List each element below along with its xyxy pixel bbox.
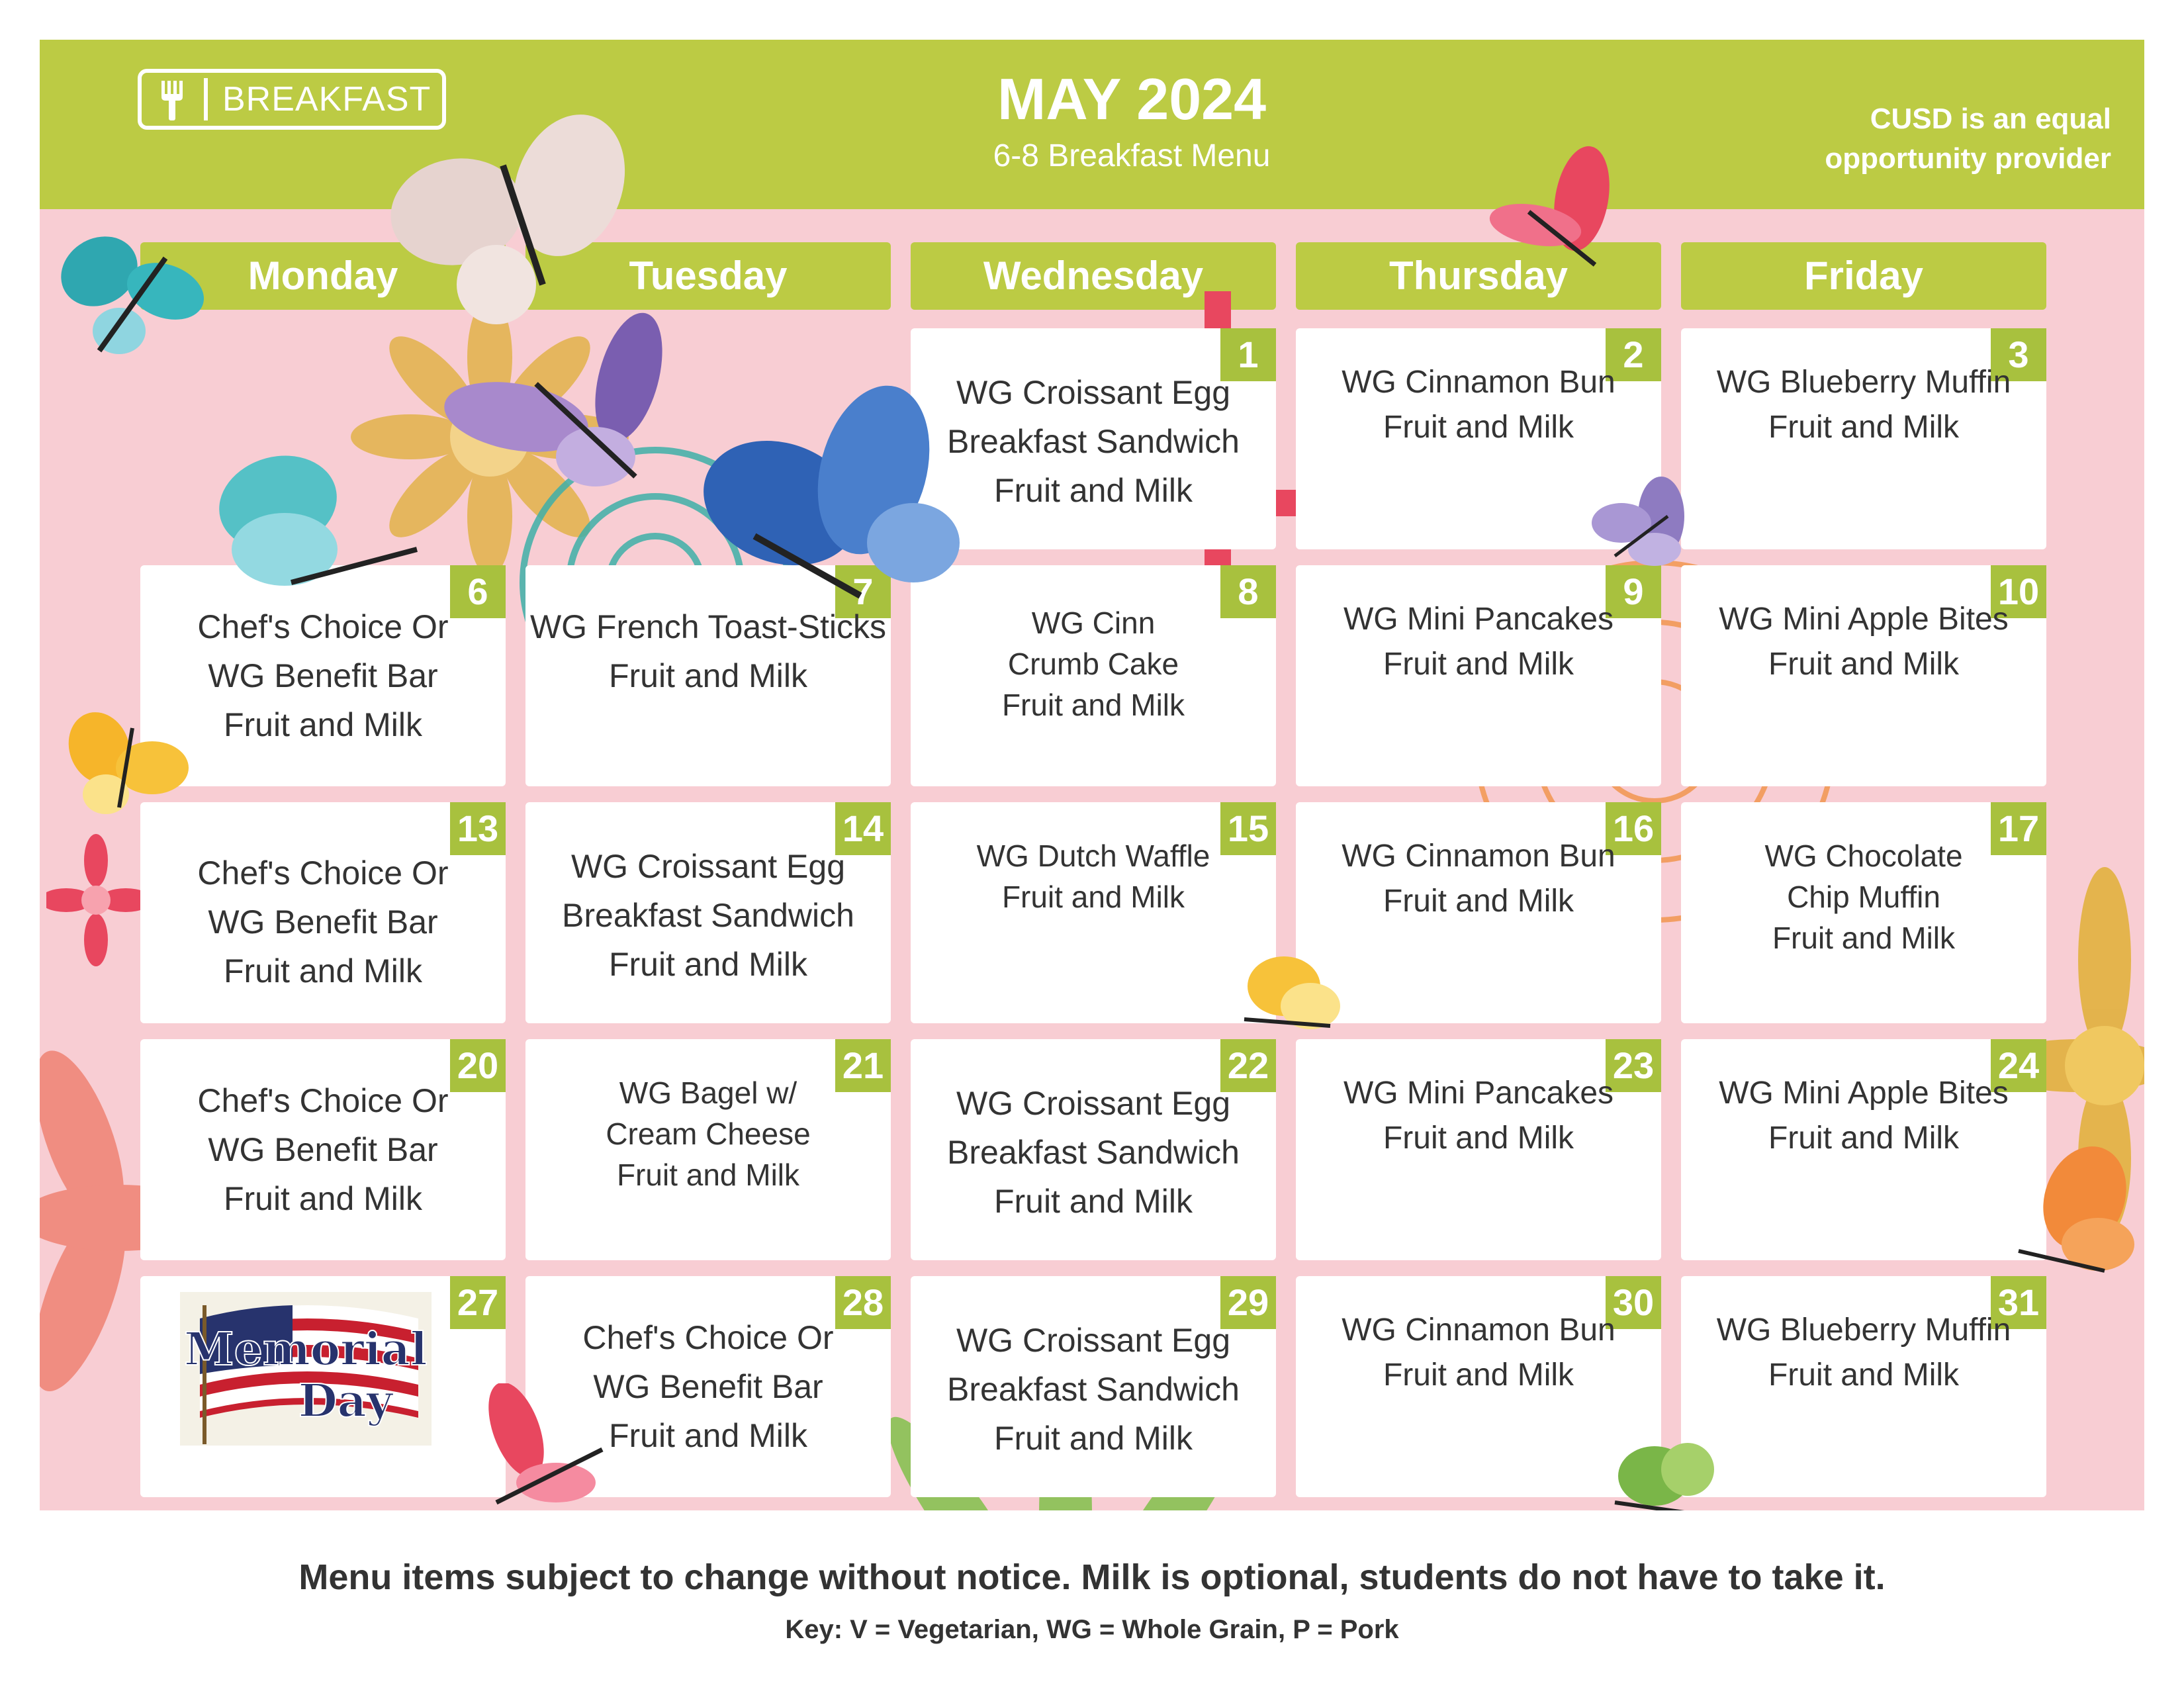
memorial-day-flag-image: [180, 1292, 432, 1446]
menu-line: Fruit and Milk: [1001, 688, 1185, 722]
menu-line: WG Blueberry Muffin: [1716, 365, 2011, 400]
menu-line: Fruit and Milk: [608, 657, 808, 694]
butterfly-icon: [60, 708, 192, 827]
menu-line: Fruit and Milk: [1768, 410, 1960, 445]
menu-line: WG Croissant Egg: [570, 848, 845, 885]
butterfly-icon: [1588, 477, 1701, 576]
header-bar: [40, 40, 2144, 209]
menu-line: Fruit and Milk: [993, 1420, 1193, 1457]
menu-line: Breakfast Sandwich: [947, 1134, 1240, 1171]
menu-text: [911, 1316, 1276, 1491]
menu-line: Fruit and Milk: [1768, 647, 1960, 682]
menu-text: [525, 1072, 891, 1254]
menu-line: WG Benefit Bar: [208, 1131, 438, 1168]
legend-key: Key: V = Vegetarian, WG = Whole Grain, P = Pork: [785, 1615, 1399, 1644]
butterfly-icon: [53, 218, 212, 377]
menu-line: Chip Muffin: [1787, 880, 1940, 914]
menu-text: [140, 602, 506, 780]
day-cell-20: [140, 1039, 506, 1260]
butterfly-icon: [1482, 146, 1635, 298]
day-number: 13: [450, 802, 506, 855]
menu-line: Chef's Choice Or: [197, 1082, 449, 1119]
badge-label: BREAKFAST: [222, 80, 432, 118]
day-cell-15: [911, 802, 1276, 1023]
menu-line: WG Benefit Bar: [208, 903, 438, 941]
day-number: 9: [1606, 565, 1661, 618]
butterfly-icon: [384, 113, 635, 338]
menu-line: WG Croissant Egg: [956, 374, 1230, 411]
menu-line: WG Cinnamon Bun: [1342, 839, 1615, 874]
day-number: 14: [835, 802, 891, 855]
day-number: 7: [835, 565, 891, 618]
menu-line: WG Benefit Bar: [593, 1368, 823, 1405]
menu-line: WG Benefit Bar: [208, 657, 438, 694]
menu-line: Chef's Choice Or: [582, 1319, 834, 1356]
menu-line: Fruit and Milk: [1383, 410, 1574, 445]
menu-line: Breakfast Sandwich: [947, 1371, 1240, 1408]
weekday-header-friday: Friday: [1681, 242, 2046, 310]
day-cell-10: [1681, 565, 2046, 786]
menu-line: Fruit and Milk: [223, 706, 423, 743]
day-number: 31: [1991, 1276, 2046, 1329]
day-number: 8: [1220, 565, 1276, 618]
day-number: 22: [1220, 1039, 1276, 1092]
menu-line: Breakfast Sandwich: [562, 897, 854, 934]
day-number: 23: [1606, 1039, 1661, 1092]
menu-line: Fruit and Milk: [1768, 1121, 1960, 1156]
day-cell-29: [911, 1276, 1276, 1497]
menu-line: Fruit and Milk: [1383, 1121, 1574, 1156]
menu-text: [525, 602, 891, 780]
day-cell-23: [1296, 1039, 1661, 1260]
menu-line: WG Blueberry Muffin: [1716, 1313, 2011, 1348]
weekday-header-thursday: Thursday: [1296, 242, 1661, 310]
day-number: 2: [1606, 328, 1661, 381]
menu-line: WG Cinnamon Bun: [1342, 365, 1615, 400]
menu-text: [140, 1076, 506, 1254]
flower-decoration: [46, 834, 146, 966]
weekday-header-wednesday: Wednesday: [911, 242, 1276, 310]
menu-line: Fruit and Milk: [1772, 921, 1956, 955]
day-text: Day: [298, 1375, 393, 1428]
menu-text: [1681, 1071, 2046, 1254]
menu-line: Fruit and Milk: [1383, 647, 1574, 682]
butterfly-icon: [437, 304, 675, 503]
equal-opportunity-notice: [1681, 99, 2111, 179]
menu-text: [1681, 1308, 2046, 1491]
day-number: 27: [450, 1276, 506, 1329]
butterfly-icon: [470, 1383, 629, 1510]
day-number: 24: [1991, 1039, 2046, 1092]
day-number: 28: [835, 1276, 891, 1329]
memorial-text: Memorial: [184, 1323, 428, 1376]
day-cell-21: [525, 1039, 891, 1260]
menu-line: Fruit and Milk: [223, 1180, 423, 1217]
eop-line-1: CUSD is an equal: [1870, 103, 2111, 135]
day-cell-14: [525, 802, 891, 1023]
butterfly-icon: [688, 384, 966, 609]
day-number: 30: [1606, 1276, 1661, 1329]
menu-text: [911, 835, 1276, 1017]
menu-line: Fruit and Milk: [1383, 884, 1574, 919]
menu-line: Fruit and Milk: [993, 1183, 1193, 1220]
menu-line: WG Chocolate: [1764, 839, 1963, 873]
menu-line: Fruit and Milk: [616, 1158, 800, 1192]
weekday-header-tuesday: Tuesday: [525, 242, 891, 310]
butterfly-icon: [1602, 1436, 1734, 1510]
menu-line: Fruit and Milk: [608, 946, 808, 983]
menu-text: [911, 1079, 1276, 1254]
menu-line: WG French Toast-Sticks: [529, 608, 887, 645]
day-number: 29: [1220, 1276, 1276, 1329]
menu-line: Chef's Choice Or: [197, 608, 449, 645]
menu-line: WG Dutch Waffle: [976, 839, 1210, 873]
menu-line: WG Croissant Egg: [956, 1322, 1230, 1359]
day-number: 10: [1991, 565, 2046, 618]
day-cell-31: [1681, 1276, 2046, 1497]
menu-line: Fruit and Milk: [1383, 1358, 1574, 1393]
menu-line: Fruit and Milk: [223, 952, 423, 990]
day-number: 15: [1220, 802, 1276, 855]
day-cell-9: [1296, 565, 1661, 786]
butterfly-icon: [2012, 1145, 2144, 1297]
butterfly-icon: [199, 437, 437, 609]
menu-line: WG Cinn: [1031, 606, 1156, 640]
disclaimer-text: Menu items subject to change without notice. Milk is optional, students do not have to take it.: [298, 1557, 1886, 1597]
menu-line: Fruit and Milk: [993, 472, 1193, 509]
eop-line-2: opportunity provider: [1825, 142, 2111, 175]
menu-line: WG Mini Pancakes: [1343, 602, 1614, 637]
menu-line: WG Cinnamon Bun: [1342, 1313, 1615, 1348]
menu-line: Breakfast Sandwich: [947, 423, 1240, 460]
menu-text: [911, 602, 1276, 780]
menu-line: Crumb Cake: [1007, 647, 1179, 681]
menu-line: Chef's Choice Or: [197, 854, 449, 892]
menu-text: [1681, 835, 2046, 1017]
menu-line: Fruit and Milk: [1768, 1358, 1960, 1393]
menu-line: Fruit and Milk: [1001, 880, 1185, 914]
day-cell-27: [140, 1276, 506, 1497]
day-cell-16: [1296, 802, 1661, 1023]
menu-line: Fruit and Milk: [608, 1417, 808, 1454]
day-number: 20: [450, 1039, 506, 1092]
fork-icon: [147, 78, 208, 120]
menu-line: WG Mini Apple Bites: [1719, 602, 2009, 637]
day-number: 1: [1220, 328, 1276, 381]
menu-text: [1681, 597, 2046, 780]
day-number: 3: [1991, 328, 2046, 381]
day-number: 17: [1991, 802, 2046, 855]
menu-text: [1681, 360, 2046, 543]
page-title: MAY 2024: [997, 66, 1267, 132]
page-subtitle: 6-8 Breakfast Menu: [993, 138, 1271, 173]
day-number: 6: [450, 565, 506, 618]
menu-text: [1296, 834, 1661, 1017]
day-cell-22: [911, 1039, 1276, 1260]
menu-text: [1296, 1071, 1661, 1254]
menu-line: Cream Cheese: [606, 1117, 811, 1151]
menu-line: WG Croissant Egg: [956, 1085, 1230, 1122]
butterfly-icon: [1231, 946, 1350, 1039]
day-number: 16: [1606, 802, 1661, 855]
menu-line: WG Bagel w/: [619, 1076, 797, 1110]
day-cell-17: [1681, 802, 2046, 1023]
menu-text: [140, 849, 506, 1017]
day-cell-3: [1681, 328, 2046, 549]
menu-text: [525, 842, 891, 1017]
menu-text: [1296, 597, 1661, 780]
menu-line: WG Mini Pancakes: [1343, 1076, 1614, 1111]
weekday-header-monday: Monday: [140, 242, 506, 310]
day-cell-13: [140, 802, 506, 1023]
calendar-frame: [40, 40, 2144, 1510]
day-cell-24: [1681, 1039, 2046, 1260]
day-number: 21: [835, 1039, 891, 1092]
menu-line: WG Mini Apple Bites: [1719, 1076, 2009, 1111]
